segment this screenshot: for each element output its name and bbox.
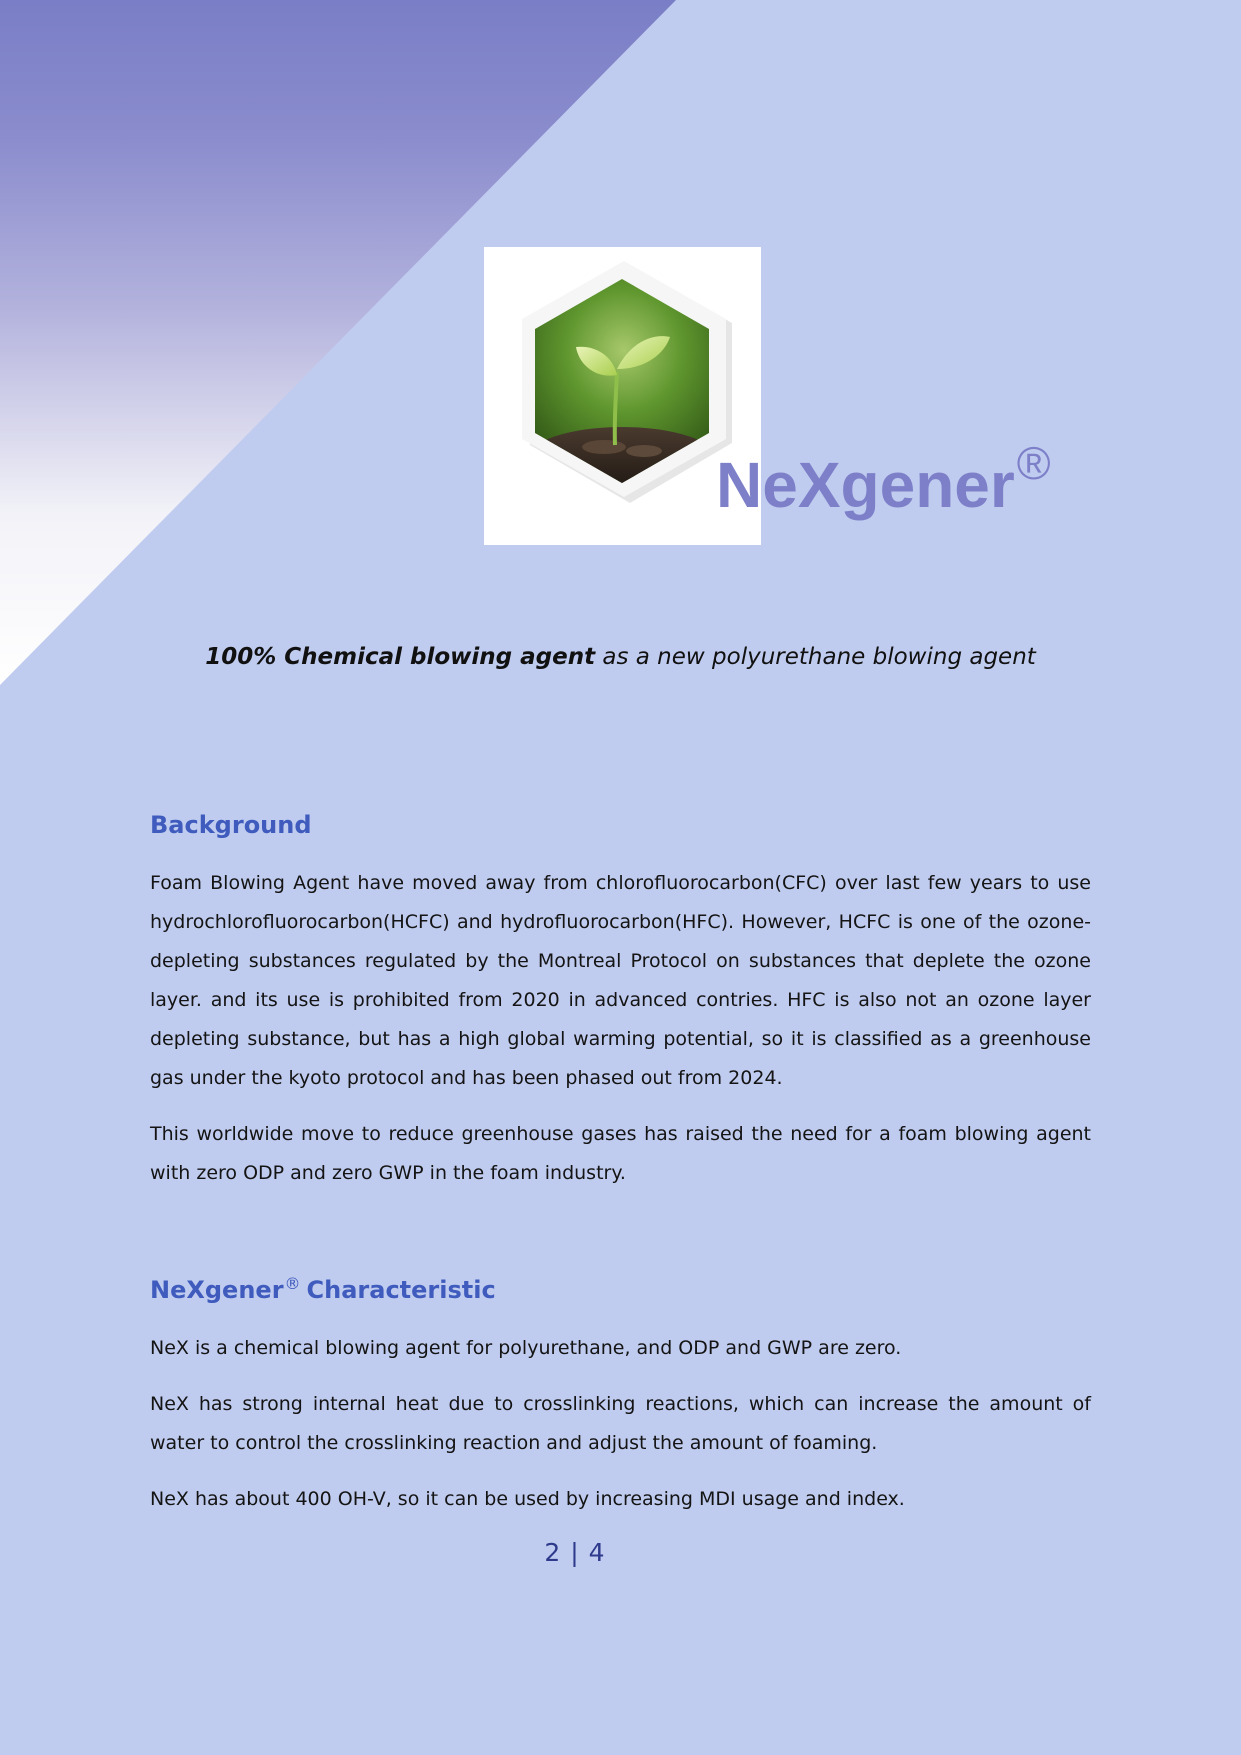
page-number: 2 | 4	[544, 1538, 606, 1567]
characteristic-paragraph-1: NeX is a chemical blowing agent for polyurethane, and ODP and GWP are zero.	[150, 1337, 902, 1359]
tagline-bold: 100% Chemical blowing agent	[205, 644, 596, 670]
background-paragraph-1: Foam Blowing Agent have moved away from chlorofluorocarbon(CFC) over last few years to use hydrochlorofluorocarbon(HCFC) and hydrofluorocarbon(HFC). However, HCFC is one of the ozone-depleting substances regulated by the Montreal Protocol on substances that deplete the ozone layer. and its use is prohibited from 2020 in advanced contries. HFC is also not an ozone layer depleting substance, but has a high global warming potential, so it is classified as a greenhouse gas under the kyoto protocol and has been phased out from 2024.	[150, 872, 1091, 1089]
characteristic-heading: NeXgener® Characteristic	[150, 1274, 496, 1304]
background-section	[150, 811, 1091, 1193]
brand-title: NeXgener®	[716, 437, 1051, 521]
characteristic-paragraph-3: NeX has about 400 OH-V, so it can be used by increasing MDI usage and index.	[150, 1488, 905, 1510]
characteristic-section	[150, 1274, 1091, 1519]
tagline	[0, 644, 1241, 670]
background-heading: Background	[150, 811, 312, 839]
characteristic-paragraph-2: NeX has strong internal heat due to crosslinking reactions, which can increase the amount of water to control the crosslinking reaction and adjust the amount of foaming.	[150, 1393, 1091, 1454]
background-paragraph-2: This worldwide move to reduce greenhouse gases has raised the need for a foam blowing agent with zero ODP and zero GWP in the foam industry.	[150, 1123, 1091, 1184]
registered-mark: ®	[1016, 437, 1051, 489]
tagline-rest: as a new polyurethane blowing agent	[595, 644, 1036, 670]
